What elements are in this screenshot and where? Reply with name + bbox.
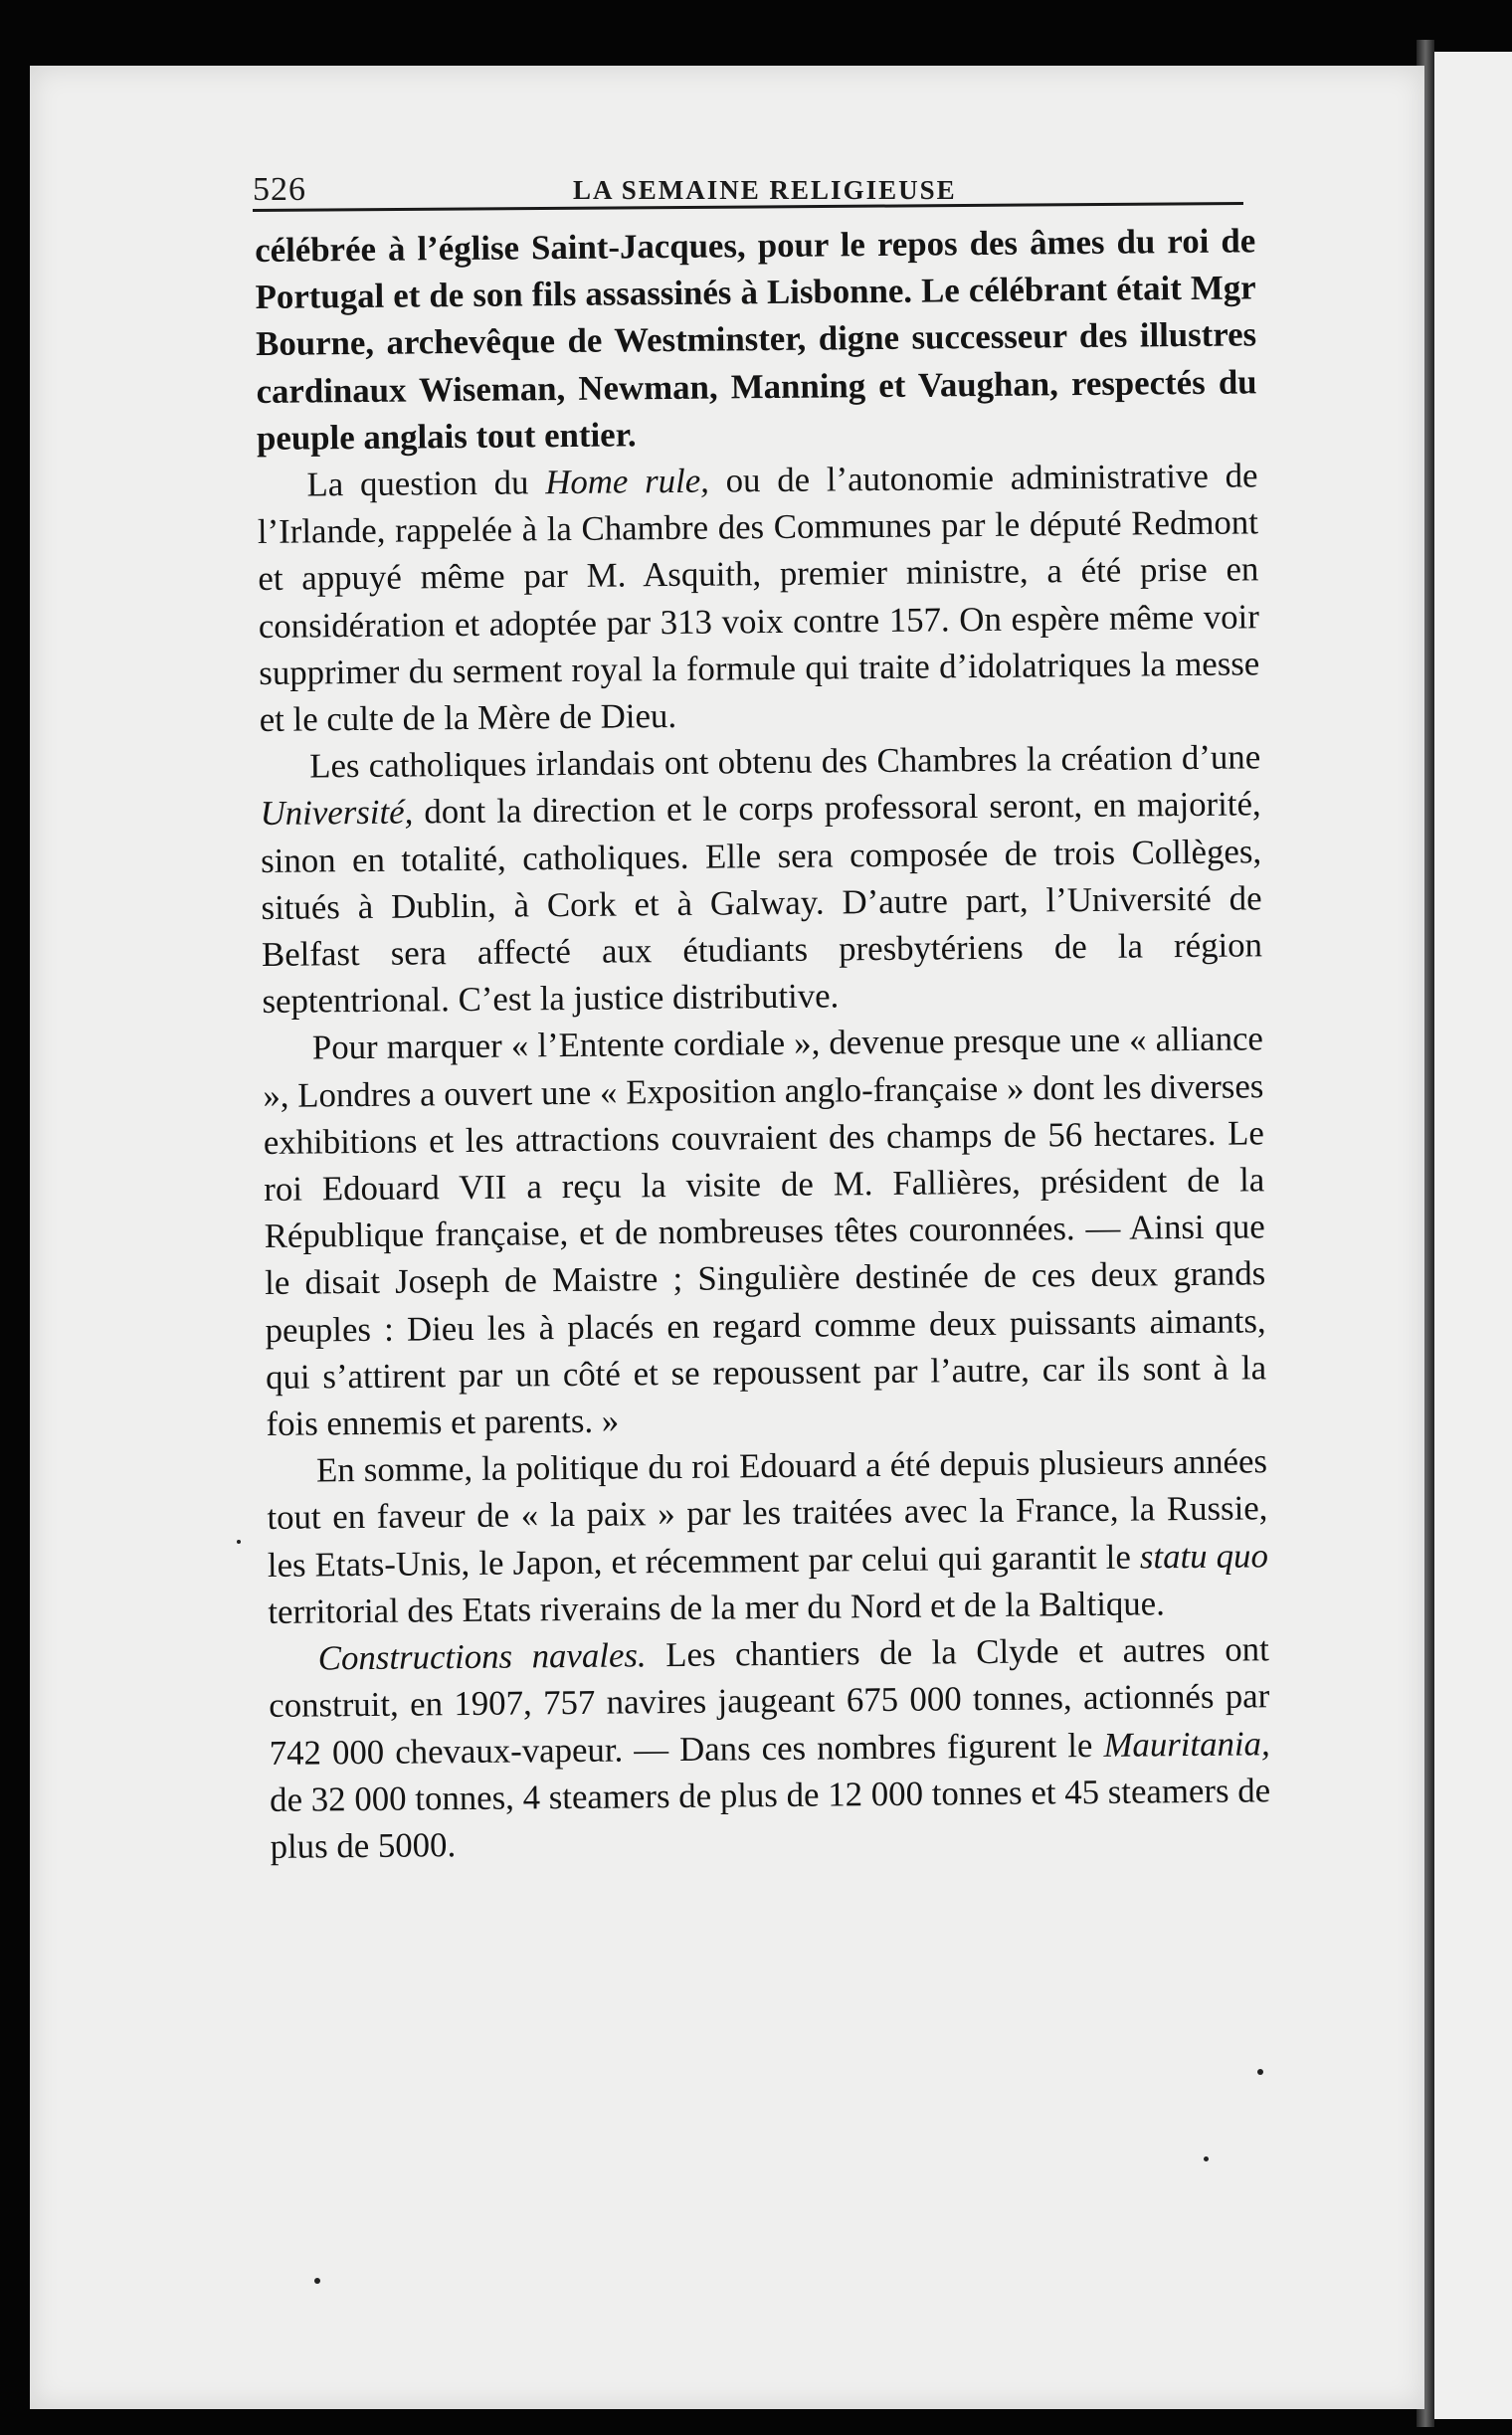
italic-text: statu quo	[1139, 1535, 1269, 1577]
dust-speck	[237, 1540, 241, 1544]
text-run: dont la direction et le corps professoral seront, en majorité, sinon en totalité, catholiques. Elle sera composée de trois Collèges, situés à Dublin, à Cork et à Galway. D’autre part, l’Université de Belfast sera affecté aux étudiants presbytériens de la région septentrional. C’est la justice distributive.	[260, 784, 1263, 1022]
adjacent-page-edge	[1432, 52, 1512, 2419]
text-run: Les catholiques irlandais ont obtenu des Chambres la création d’une	[309, 737, 1261, 786]
body-text	[255, 217, 1271, 1870]
paragraph-p5	[267, 1438, 1269, 1635]
text-run: La question du	[306, 463, 546, 504]
text-run: En somme, la politique du roi Edouard a été depuis plusieurs années tout en faveur de « la paix » par les traitées avec la France, la Russie, les Etats-Unis, le Japon, et récemment par celui qui garantit le	[267, 1441, 1268, 1585]
paragraph-p2	[257, 452, 1260, 743]
italic-text: Home rule,	[545, 461, 710, 502]
italic-text: Mauritania,	[1103, 1723, 1270, 1765]
paragraph-p6	[269, 1625, 1271, 1870]
paragraph-p4	[263, 1016, 1267, 1447]
paragraph-p1	[255, 217, 1257, 462]
dust-speck	[314, 2278, 320, 2284]
italic-text: Constructions navales.	[317, 1635, 647, 1678]
text-run: ou de l’autonomie administrative de l’Irlande, rappelée à la Chambre des Communes par le député Redmont et appuyé même par M. Asquith, premier ministre, a été prise en considération et adoptée par 313 voix contre 157. On espère même voir supprimer du serment royal la formule qui traite d’idolatriques la messe et le culte de la Mère de Dieu.	[257, 456, 1260, 740]
dust-speck	[1257, 2069, 1263, 2075]
page-header	[223, 167, 1257, 207]
running-head: LA SEMAINE RELIGIEUSE	[573, 175, 957, 205]
text-run: Pour marquer « l’Entente cordiale », devenue presque une « alliance », Londres a ouvert une « Exposition anglo-française » dont les diverses exhibitions et les attractions couvraient des champs de 56 hectares. Le roi Edouard VII a reçu la visite de M. Fallières, président de la République française, et de nombreuses têtes couronnées. — Ainsi que le disait Joseph de Maistre ; Singulière destinée de ces deux grands peuples : Dieu les à placés en regard comme deux puissants aimants, qui s’attirent par un côté et se repoussent par l’autre, car ils sont à la fois ennemis et parents. »	[263, 1019, 1267, 1444]
page-number: 526	[253, 171, 306, 208]
paragraph-p3	[260, 734, 1263, 1026]
dust-speck	[1204, 2156, 1209, 2161]
text-run: célébrée à l’église Saint-Jacques, pour le repos des âmes du roi de Portugal et de son fils assassinés à Lisbonne. Le célébrant était Mgr Bourne, archevêque de Westminster, digne successeur des illustres cardinaux Wiseman, Newman, Manning et Vaughan, respectés du peuple anglais tout entier.	[255, 221, 1257, 458]
text-run: Les chantiers de la Clyde et autres ont construit, en 1907, 757 navires jaugeant 675 000 tonnes, actionnés par 742 000 chevaux-vapeur. — Dans ces nombres figurent le	[269, 1629, 1270, 1773]
text-run: de 32 000 tonnes, 4 steamers de plus de 12 000 tonnes et 45 steamers de plus de 5000.	[269, 1770, 1271, 1866]
italic-text: Université,	[260, 792, 414, 834]
text-run: territorial des Etats riverains de la mer du Nord et de la Baltique.	[268, 1584, 1166, 1631]
